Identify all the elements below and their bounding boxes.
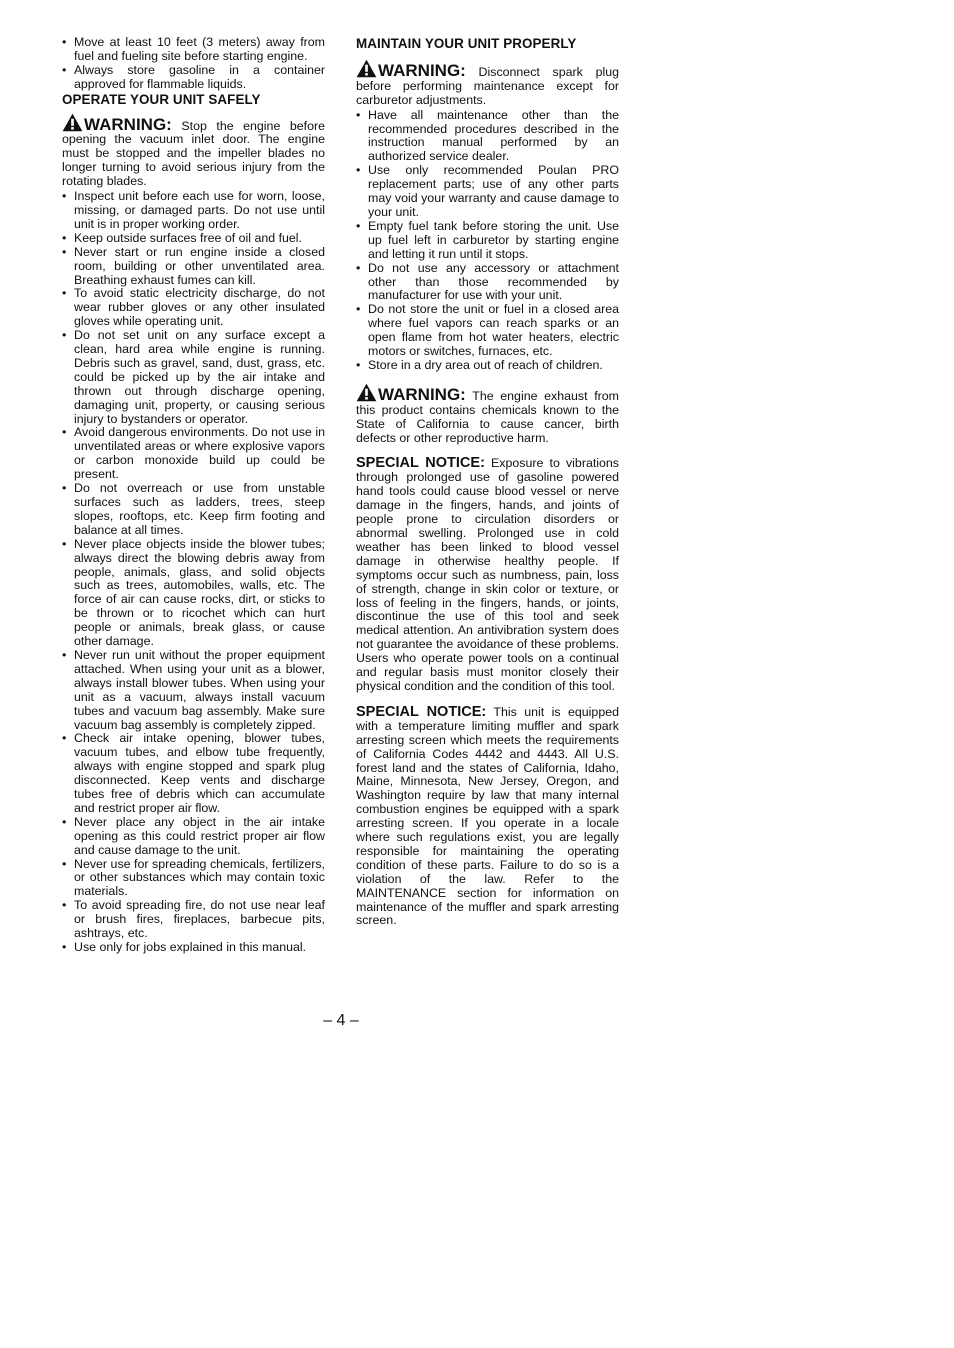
warning-label: WARNING:	[378, 384, 466, 404]
page-number-container	[0, 1012, 954, 1030]
section-heading-maintain: MAINTAIN YOUR UNIT PROPERLY	[356, 36, 577, 51]
list-item: • Never place objects inside the blower tubes; always direct the blowing debris away from people, animals, glass, and solid objects such as trees, automobiles, walls, etc. The force of air can cause rocks, dirt, or sticks to be thrown or to ricochet which can hurt people or animals, break glass, or cause other damage.	[62, 538, 325, 649]
list-item: • Empty fuel tank before storing the unit. Use up fuel left in carburetor by starting engine and letting it run until it stops.	[356, 220, 619, 262]
list-item: • Use only for jobs explained in this manual.	[62, 941, 325, 955]
notice-text: This unit is equipped with a temperature limiting muffler and spark arresting screen which meets the requirements of California Codes 4442 and 4443. All U.S. forest land and the states of California, Idaho, Maine, Minnesota, New Jersey, Oregon, and Washington require by law that many internal combustion engines be equipped with a spark arresting screen. If you operate in a locale where such regulations exist, you are legally responsible for maintaining the operating condition of these parts. Failure to do so is a violation of the law. Refer to the MAINTENANCE section for information on maintenance of the muffler and spark arresting screen.	[356, 704, 620, 928]
list-item: • Store in a dry area out of reach of children.	[356, 359, 619, 373]
special-notice-muffler	[356, 703, 620, 929]
list-item: • Inspect unit before each use for worn, loose, missing, or damaged parts. Do not use until unit is in proper working order.	[62, 190, 325, 232]
notice-label: SPECIAL NOTICE:	[356, 703, 487, 720]
list-item: • Use only recommended Poulan PRO replacement parts; use of any other parts may void your warranty and cause damage to your unit.	[356, 164, 619, 220]
section-heading-operate: OPERATE YOUR UNIT SAFELY	[62, 91, 261, 107]
warning-label: WARNING:	[378, 60, 466, 80]
list-item: • To avoid spreading fire, do not use near leaf or brush fires, fireplaces, barbecue pits, ashtrays, etc.	[62, 899, 325, 941]
warning-triangle-icon	[356, 383, 377, 402]
warning-label: WARNING:	[84, 114, 172, 134]
list-item: • Move at least 10 feet (3 meters) away from fuel and fueling site before starting engine.	[62, 36, 325, 64]
right-column	[356, 36, 619, 928]
warning-block	[356, 59, 619, 108]
warning-block	[356, 383, 619, 446]
special-notice-vibration	[356, 457, 619, 693]
list-item: • Do not store the unit or fuel in a closed area where fuel vapors can reach sparks or an open flame from hot water heaters, electric motors or switches, furnaces, etc.	[356, 303, 619, 359]
warning-block	[62, 113, 325, 190]
list-item: • To avoid static electricity discharge, do not wear rubber gloves or any other insulated gloves while operating unit.	[62, 287, 325, 329]
list-item: • Never use for spreading chemicals, fertilizers, or other substances which may contain toxic materials.	[62, 858, 325, 900]
list-item: • Have all maintenance other than the recommended procedures described in the instruction manual performed by an authorized service dealer.	[356, 109, 619, 165]
list-item: • Always store gasoline in a container approved for flammable liquids.	[62, 64, 325, 92]
bullet-list	[62, 190, 325, 955]
list-item: • Do not use any accessory or attachment other than those recommended by manufacturer for use with your unit.	[356, 262, 619, 304]
warning-text: The engine exhaust from this product contains chemicals known to the State of California to cause cancer, birth defects or other reproductive harm.	[356, 388, 619, 445]
page-number: – 4 –	[323, 1012, 359, 1029]
warning-text: Disconnect spark plug before performing maintenance except for carburetor adjustments.	[356, 64, 619, 107]
list-item: • Do not set unit on any surface except a clean, hard area while engine is running. Debris such as gravel, sand, dust, grass, etc. could be picked up by the air intake and thrown out through discharge opening, damaging unit, property, or causing serious injury to bystanders or operator.	[62, 329, 325, 426]
list-item: • Keep outside surfaces free of oil and fuel.	[62, 232, 325, 246]
notice-label: SPECIAL NOTICE:	[356, 455, 485, 472]
warning-triangle-icon	[356, 59, 377, 78]
warning-text: Stop the engine before opening the vacuum inlet door. The engine must be stopped and the impeller blades no longer turning to avoid serious injury from the rotating blades.	[62, 118, 325, 189]
left-column	[62, 36, 325, 955]
notice-text: Exposure to vibrations through prolonged use of gasoline powered hand tools could cause blood vessel or nerve damage in the fingers, hands, and joints of people prone to circulation disorders or abnormal swelling. Prolonged use in cold weather has been linked to blood vessel damage in otherwise healthy people. If symptoms occur such as numbness, pain, loss of strength, change in skin color or texture, or loss of feeling in the fingers, hands, or joints, discontinue the use of this tool and seek medical attention. An antivibration system does not guarantee the avoidance of these problems. Users who operate power tools on a continual and regular basis must monitor closely their physical condition and the condition of this tool.	[356, 456, 620, 693]
list-item: • Avoid dangerous environments. Do not use in unventilated areas or where explosive vapors or carbon monoxide build up could be present.	[62, 426, 325, 482]
list-item: • Check air intake opening, blower tubes, vacuum tubes, and elbow tube frequently, always with engine stopped and spark plug disconnected. Keep vents and discharge tubes free of debris which can accumulate and restrict proper air flow.	[62, 732, 325, 815]
list-item: • Do not overreach or use from unstable surfaces such as ladders, trees, steep slopes, rooftops, etc. Keep firm footing and balance at all times.	[62, 482, 325, 538]
top-bullet-list	[62, 36, 325, 92]
list-item: • Never start or run engine inside a closed room, building or other unventilated area. Breathing exhaust fumes can kill.	[62, 246, 325, 288]
warning-triangle-icon	[62, 113, 83, 132]
list-item: • Never place any object in the air intake opening as this could restrict proper air flow and cause damage to the unit.	[62, 816, 325, 858]
list-item: • Never run unit without the proper equipment attached. When using your unit as a blower, always install blower tubes. When using your unit as a vacuum, always install vacuum tubes and vacuum bag assembly. Make sure vacuum bag assembly is completely zipped.	[62, 649, 325, 732]
bullet-list	[356, 109, 619, 373]
